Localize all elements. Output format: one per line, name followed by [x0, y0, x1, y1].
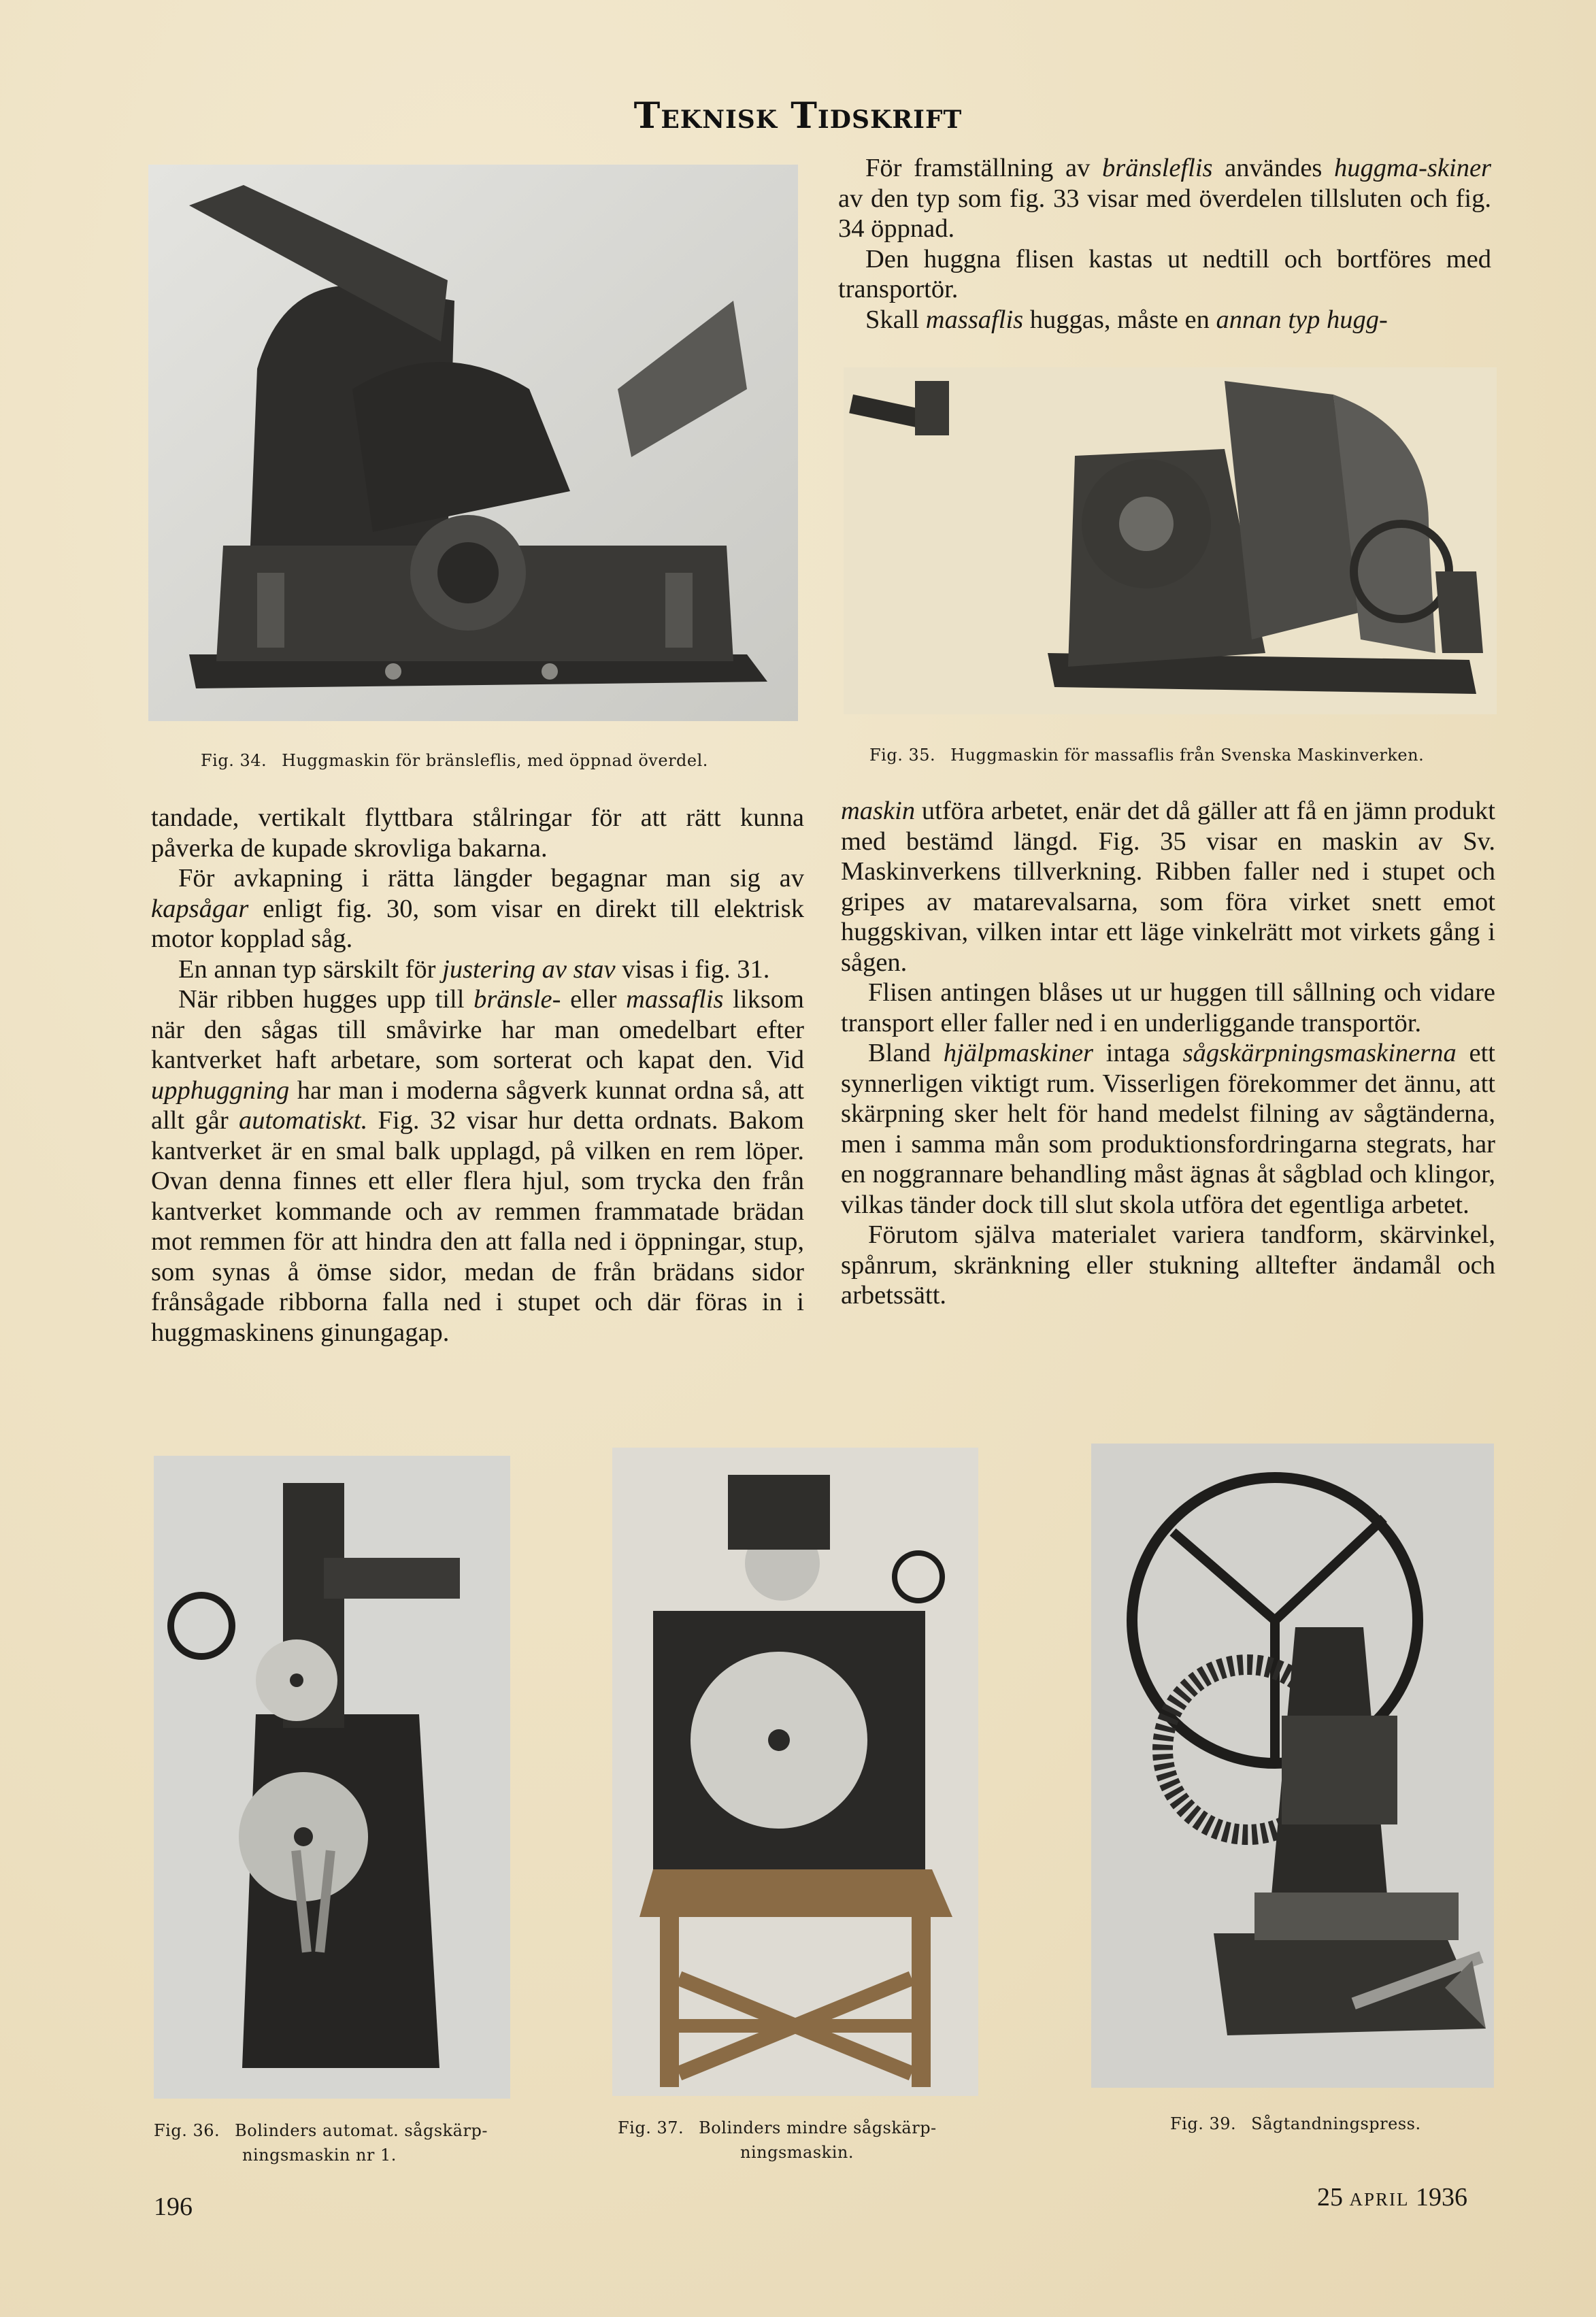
text-run: Fig. 32 visar hur detta ordnats. Bakom kantverket är en smal balk upplagd, på vilken en rem löper. Ovan denna finnes ett eller flera hjul, som trycka den från kantverket kommande och av remmen frammatade brädan mot remmen för att hindra den att falla ned i öppningar, stup, som synas å ömse sidor, medan de från brädans sidor frånsågade ribborna falla ned i stupet och där föras in i huggmaskinens ginungagap.	[151, 1106, 805, 1347]
text-run-italic: justering av stav	[442, 954, 616, 984]
figure-36-caption	[154, 2118, 576, 2167]
text-run-italic: upphuggning	[151, 1076, 290, 1105]
figure-number: Fig. 34.	[201, 751, 267, 770]
text-run-italic: hjälpmaskiner	[943, 1039, 1094, 1067]
figure-number: Fig. 36.	[154, 2121, 220, 2140]
text-run: För framställning av	[865, 154, 1102, 182]
text-run-italic: annan typ hugg-	[1216, 305, 1388, 334]
paragraph: Förutom själva materialet variera tandform, skärvinkel, spånrum, skränkning eller stukning alltefter ändamål och arbetssätt.	[841, 1220, 1495, 1310]
date-year: 1936	[1416, 2183, 1468, 2212]
journal-masthead: Teknisk Tidskrift	[633, 95, 963, 137]
paragraph: tandade, vertikalt flyttbara stålringar för att rätt kunna påverka de kupade skrovliga bakarna.	[151, 803, 804, 863]
text-run-italic: huggma-skiner	[1334, 154, 1492, 182]
figure-37-caption	[618, 2116, 1040, 2165]
figure-34-caption	[201, 748, 799, 773]
text-run: eller	[561, 985, 627, 1014]
figure-35-photo	[844, 367, 1497, 714]
text-run: visas i fig. 31.	[615, 954, 770, 984]
text-run-italic: maskin	[841, 797, 916, 825]
figure-number: Fig. 37.	[618, 2118, 684, 2137]
figure-36-photo	[154, 1456, 510, 2099]
text-run: Skall	[865, 305, 926, 334]
paragraph: Den huggna flisen kastas ut nedtill och bortföres med transportör.	[838, 244, 1491, 303]
text-run-italic: bränsleflis	[1101, 154, 1213, 182]
text-run: ett synnerligen viktigt rum. Visserligen förekommer det ännu, att skärpning sker helt för hand medelst filning av sågtänderna, men i samma mån som produktionsfordringarna stegrats, har en noggrannare behandling måst ägnas åt sågblad och klingor, vilkas tänder dock till slut skola utföra det egentliga arbetet.	[841, 1039, 1495, 1219]
figure-caption-text: Bolinders automat. sågskärp-	[235, 2121, 488, 2140]
page-number: 196	[154, 2193, 193, 2221]
date-day: 25	[1317, 2183, 1343, 2212]
figure-39-caption	[1170, 2112, 1497, 2136]
figure-37-photo	[612, 1448, 978, 2096]
text-run-italic: automatiskt.	[238, 1106, 368, 1135]
text-run-italic: bränsle-	[473, 985, 561, 1014]
figure-caption-text: Sågtandningspress.	[1251, 2114, 1421, 2133]
figure-35-caption	[869, 743, 1509, 767]
figure-caption-text: ningsmaskin nr 1.	[242, 2146, 397, 2165]
text-run: Bland	[868, 1039, 944, 1067]
text-run-italic: massaflis	[925, 305, 1024, 334]
text-run: utföra arbetet, enär det då gäller att få en jämn produkt med bestämd längd. Fig. 35 visar en maskin av Sv. Maskinverkens tillverkning. Ribben faller ned i stupet och gripes av matarevalsarna, som föra virket snett emot huggskivan, vilken intar ett läge vinkelrätt mot virkets gång i sågen.	[841, 797, 1495, 977]
figure-number: Fig. 39.	[1170, 2114, 1237, 2133]
text-run: För avkapning i rätta längder begagnar man sig av	[178, 864, 804, 893]
text-run: enligt fig. 30, som visar en direkt till elektrisk motor kopplad såg.	[151, 894, 804, 953]
text-run: En annan typ särskilt för	[178, 954, 443, 984]
text-run: har man i moderna sågverk kunnat ordna så, att allt går	[151, 1076, 804, 1135]
figure-caption-text: ningsmaskin.	[740, 2143, 854, 2162]
figure-caption-text: Huggmaskin för bränsleflis, med öppnad överdel.	[282, 751, 708, 770]
text-run: När ribben hugges upp till	[178, 985, 474, 1014]
text-run: liksom när den sågas till småvirke har man omedelbart efter kantverket haft arbetare, som sorterat och kapat den. Vid	[151, 985, 804, 1074]
right-column-text	[841, 796, 1495, 1311]
figure-34-photo	[148, 165, 798, 721]
text-run: av den typ som fig. 33 visar med överdelen tillsluten och fig. 34 öppnad.	[838, 184, 1491, 243]
left-column-text	[151, 803, 804, 1348]
figure-caption-text: Huggmaskin för massaflis från Svenska Maskinverken.	[950, 746, 1425, 765]
text-run-italic: sågskärpningsmaskinerna	[1182, 1039, 1457, 1067]
text-run: intaga	[1093, 1039, 1183, 1067]
figure-caption-text: Bolinders mindre sågskärp-	[699, 2118, 937, 2137]
paragraph: Flisen antingen blåses ut ur huggen till sållning och vidare transport eller faller ned i en underliggande transportör.	[841, 978, 1495, 1037]
figure-number: Fig. 35.	[869, 746, 936, 765]
text-run-italic: massaflis	[626, 985, 724, 1014]
top-right-text	[838, 153, 1491, 335]
text-run: användes	[1212, 154, 1335, 182]
issue-date	[1317, 2182, 1467, 2212]
text-run-italic: kapsågar	[151, 894, 249, 923]
figure-39-photo	[1091, 1444, 1494, 2088]
text-run: huggas, måste en	[1023, 305, 1216, 334]
date-month: april	[1349, 2183, 1410, 2212]
